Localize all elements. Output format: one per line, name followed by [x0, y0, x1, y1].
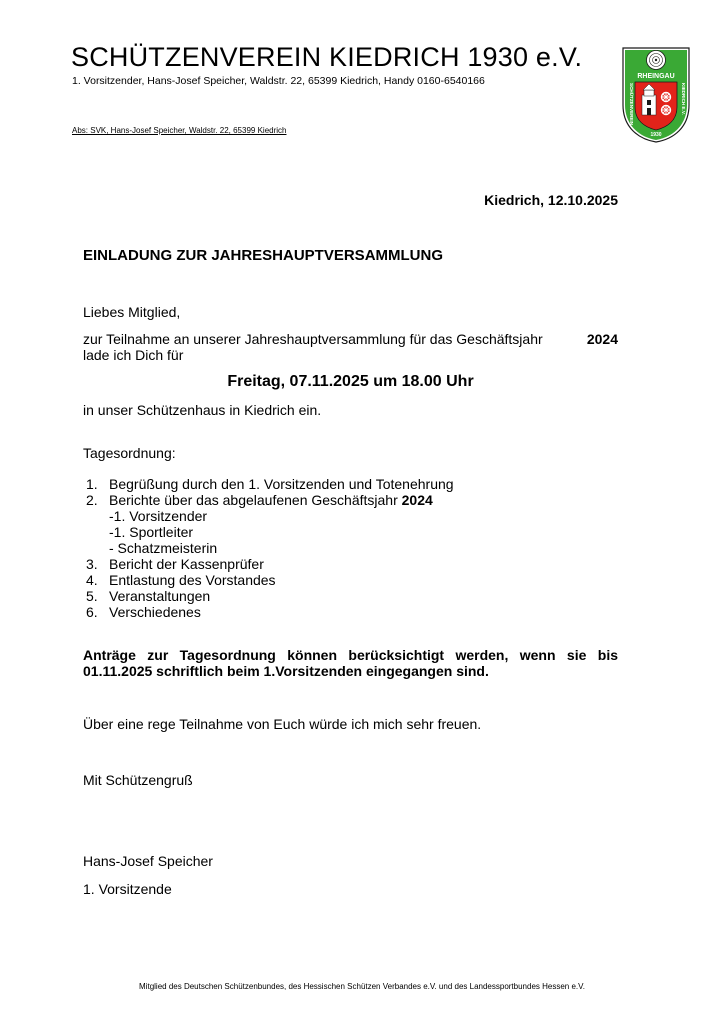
- agenda-item-number: 5.: [86, 588, 98, 604]
- logo-top-text: RHEINGAU: [637, 73, 675, 80]
- agenda-item-number: 4.: [86, 572, 98, 588]
- agenda-item-text: Entlastung des Vorstandes: [109, 572, 276, 588]
- agenda-list: [86, 476, 454, 620]
- agenda-item-text: Veranstaltungen: [109, 588, 211, 604]
- agenda-subitem: -1. Vorsitzender: [109, 508, 208, 524]
- signer-name: Hans-Josef Speicher: [83, 853, 213, 869]
- venue-line: in unser Schützenhaus in Kiedrich ein.: [83, 402, 322, 418]
- agenda-item-number: 6.: [86, 604, 98, 620]
- agenda-item-text: Bericht der Kassenprüfer: [109, 556, 264, 572]
- agenda-item: [86, 572, 454, 588]
- footer-memberships: Mitglied des Deutschen Schützenbundes, des Hessischen Schützen Verbandes e.V. und des Landessportbundes Hessen e.V.: [139, 982, 585, 991]
- intro-paragraph: [83, 331, 618, 363]
- logo-right-text: KIEDRICH E.V.: [681, 83, 686, 115]
- agenda-item-text: Begrüßung durch den 1. Vorsitzenden und Totenehrung: [109, 476, 454, 492]
- agenda-subitem: - Schatzmeisterin: [109, 540, 218, 556]
- tower-icon: [642, 84, 656, 115]
- agenda-item-number: 2.: [86, 492, 98, 508]
- agenda-item: [86, 604, 454, 620]
- greeting: Mit Schützengruß: [83, 772, 193, 788]
- agenda-heading: Tagesordnung:: [83, 445, 176, 461]
- motion-deadline-notice: Anträge zur Tagesordnung können berücksichtigt werden, wenn sie bis 01.11.2025 schriftlich beim 1.Vorsitzenden eingegangen sind.: [83, 647, 618, 679]
- agenda-subitem: -1. Sportleiter: [109, 524, 194, 540]
- agenda-item: [86, 476, 454, 492]
- agenda-item-text: Berichte über das abgelaufenen Geschäftsjahr: [109, 492, 398, 508]
- intro-text-before: zur Teilnahme an unserer Jahreshauptversammlung für das Geschäftsjahr: [83, 331, 543, 347]
- club-logo: [622, 47, 690, 143]
- salutation: Liebes Mitglied,: [83, 304, 181, 320]
- logo-year: 1930: [650, 132, 662, 138]
- logo-left-text: SCHÜTZENVEREIN: [629, 83, 634, 126]
- intro-year: 2024: [586, 331, 618, 347]
- agenda-item: [86, 556, 454, 572]
- closing-sentence: Über eine rege Teilnahme von Euch würde ich mich sehr freuen.: [83, 716, 482, 732]
- agenda-item-year: 2024: [401, 492, 433, 508]
- agenda-item-text: Verschiedenes: [109, 604, 201, 620]
- intro-text-after: lade ich Dich für: [83, 347, 184, 363]
- agenda-item-number: 3.: [86, 556, 98, 572]
- letter-date: Kiedrich, 12.10.2025: [484, 192, 618, 208]
- target-icon: [647, 51, 666, 70]
- agenda-item: [86, 588, 454, 604]
- chairman-contact-line: 1. Vorsitzender, Hans-Josef Speicher, Waldstr. 22, 65399 Kiedrich, Handy 0160-6540166: [72, 75, 485, 87]
- signer-role: 1. Vorsitzende: [83, 881, 172, 897]
- agenda-item-number: 1.: [86, 476, 98, 492]
- event-datetime: Freitag, 07.11.2025 um 18.00 Uhr: [227, 373, 474, 390]
- agenda-item: [86, 492, 454, 508]
- letter-title: EINLADUNG ZUR JAHRESHAUPTVERSAMMLUNG: [83, 247, 444, 264]
- sender-return-address: Abs: SVK, Hans-Josef Speicher, Waldstr. 22, 65399 Kiedrich: [72, 126, 287, 135]
- club-name: SCHÜTZENVEREIN KIEDRICH 1930 e.V.: [71, 42, 583, 72]
